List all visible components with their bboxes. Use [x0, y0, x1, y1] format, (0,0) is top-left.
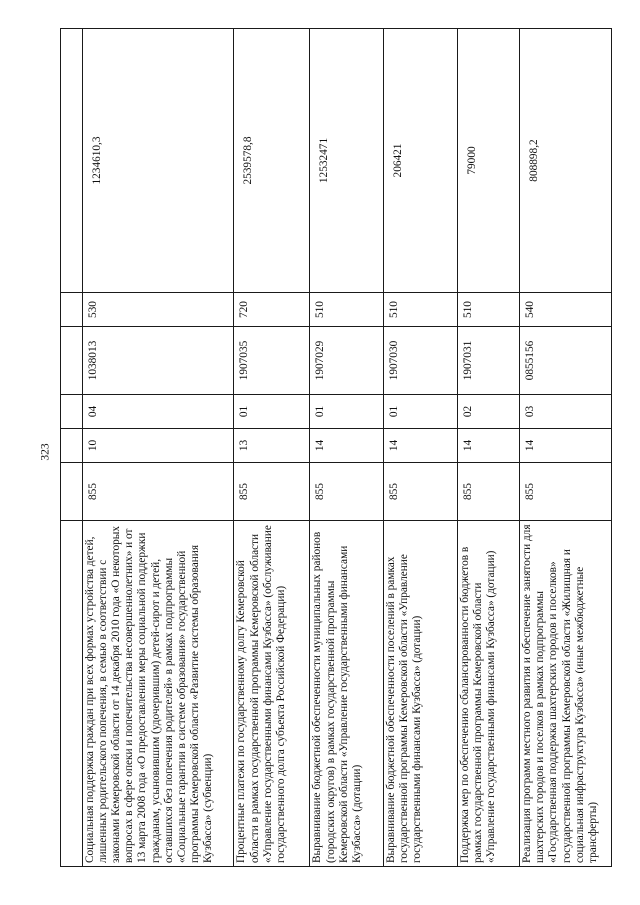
expense-type-code: 510 [383, 293, 457, 327]
expense-description: Реализация программ местного развития и обеспечение занятости для шахтерских городов и поселков в рамках подпрограммы «Государственная поддержка шахтерских городов и поселков» государственной программы Кемеровской области «Жилищная и социальная инфраструктура Кузбасса» (иные межбюджетные трансферты) [519, 521, 611, 867]
table-row-blank-top [61, 29, 83, 867]
expense-description: Поддержка мер по обеспечению сбалансированности бюджетов в рамках государственной программы Кемеровской области «Управление государственными финансами Кузбасса» (дотации) [457, 521, 519, 867]
section-code: 14 [519, 429, 611, 463]
target-article-code: 0855156 [519, 327, 611, 395]
subsection-code: 02 [457, 395, 519, 429]
amount-value: 206421 [383, 29, 457, 293]
section-code: 14 [310, 429, 384, 463]
expense-description: Социальная поддержка граждан при всех формах устройства детей, лишенных родительского попечения, в семью в соответствии с законами Кемеровской области от 14 декабря 2010 года «О некоторых вопросах в сфере опеки и попечительства несовершеннолетних» и от 13 марта 2008 года «О предоставлении меры социальной поддержки гражданам, усыновившим (удочерившим) детей-сирот и детей, оставшихся без попечения родителей» в рамках подпрограммы «Социальные гарантии в системе образования» государственной программы Кемеровской области «Развитие системы образования Кузбасса» (субвенции) [82, 521, 234, 867]
table-row [82, 29, 234, 867]
target-article-code: 1907031 [457, 327, 519, 395]
amount-value: 79000 [457, 29, 519, 293]
subsection-code: 03 [519, 395, 611, 429]
amount-value: 808898,2 [519, 29, 611, 293]
expense-type-code: 510 [310, 293, 384, 327]
blank-cell [61, 521, 83, 867]
blank-cell [61, 395, 83, 429]
target-article-code: 1907030 [383, 327, 457, 395]
expense-type-code: 530 [82, 293, 234, 327]
target-article-code: 1907035 [234, 327, 310, 395]
subsection-code: 01 [310, 395, 384, 429]
ministry-code: 855 [310, 463, 384, 521]
blank-cell [61, 293, 83, 327]
target-article-code: 1038013 [82, 327, 234, 395]
expense-type-code: 540 [519, 293, 611, 327]
amount-value: 1234610,3 [82, 29, 234, 293]
blank-cell [61, 429, 83, 463]
section-code: 14 [457, 429, 519, 463]
section-code: 14 [383, 429, 457, 463]
table-row [310, 29, 384, 867]
target-article-code: 1907029 [310, 327, 384, 395]
blank-cell [61, 463, 83, 521]
page-number: 323 [39, 443, 52, 461]
table-row [383, 29, 457, 867]
table-row [457, 29, 519, 867]
expense-description: Выравнивание бюджетной обеспеченности муниципальных районов (городских округов) в рамках государственной программы Кемеровской области «Управление государственными финансами Кузбасса» (дотации) [310, 521, 384, 867]
section-code: 10 [82, 429, 234, 463]
rotated-page-content [39, 29, 612, 867]
ministry-code: 855 [82, 463, 234, 521]
ministry-code: 855 [383, 463, 457, 521]
subsection-code: 04 [82, 395, 234, 429]
expense-type-code: 720 [234, 293, 310, 327]
table-row [519, 29, 611, 867]
subsection-code: 01 [383, 395, 457, 429]
section-code: 13 [234, 429, 310, 463]
amount-value: 12532471 [310, 29, 384, 293]
ministry-code: 855 [457, 463, 519, 521]
ministry-code: 855 [234, 463, 310, 521]
subsection-code: 01 [234, 395, 310, 429]
amount-value: 2539578,8 [234, 29, 310, 293]
expense-description: Выравнивание бюджетной обеспеченности поселений в рамках государственной программы Кемеровской области «Управление государственными финансами Кузбасса» (дотации) [383, 521, 457, 867]
table-row [234, 29, 310, 867]
expense-description: Процентные платежи по государственному долгу Кемеровской области в рамках государственной программы Кемеровской области «Управление государственными финансами Кузбасса» (обслуживание государственного долга субъекта Российской Федерации) [234, 521, 310, 867]
ministry-code: 855 [519, 463, 611, 521]
expense-type-code: 510 [457, 293, 519, 327]
blank-cell [61, 327, 83, 395]
budget-table [60, 28, 612, 867]
blank-cell [61, 29, 83, 293]
